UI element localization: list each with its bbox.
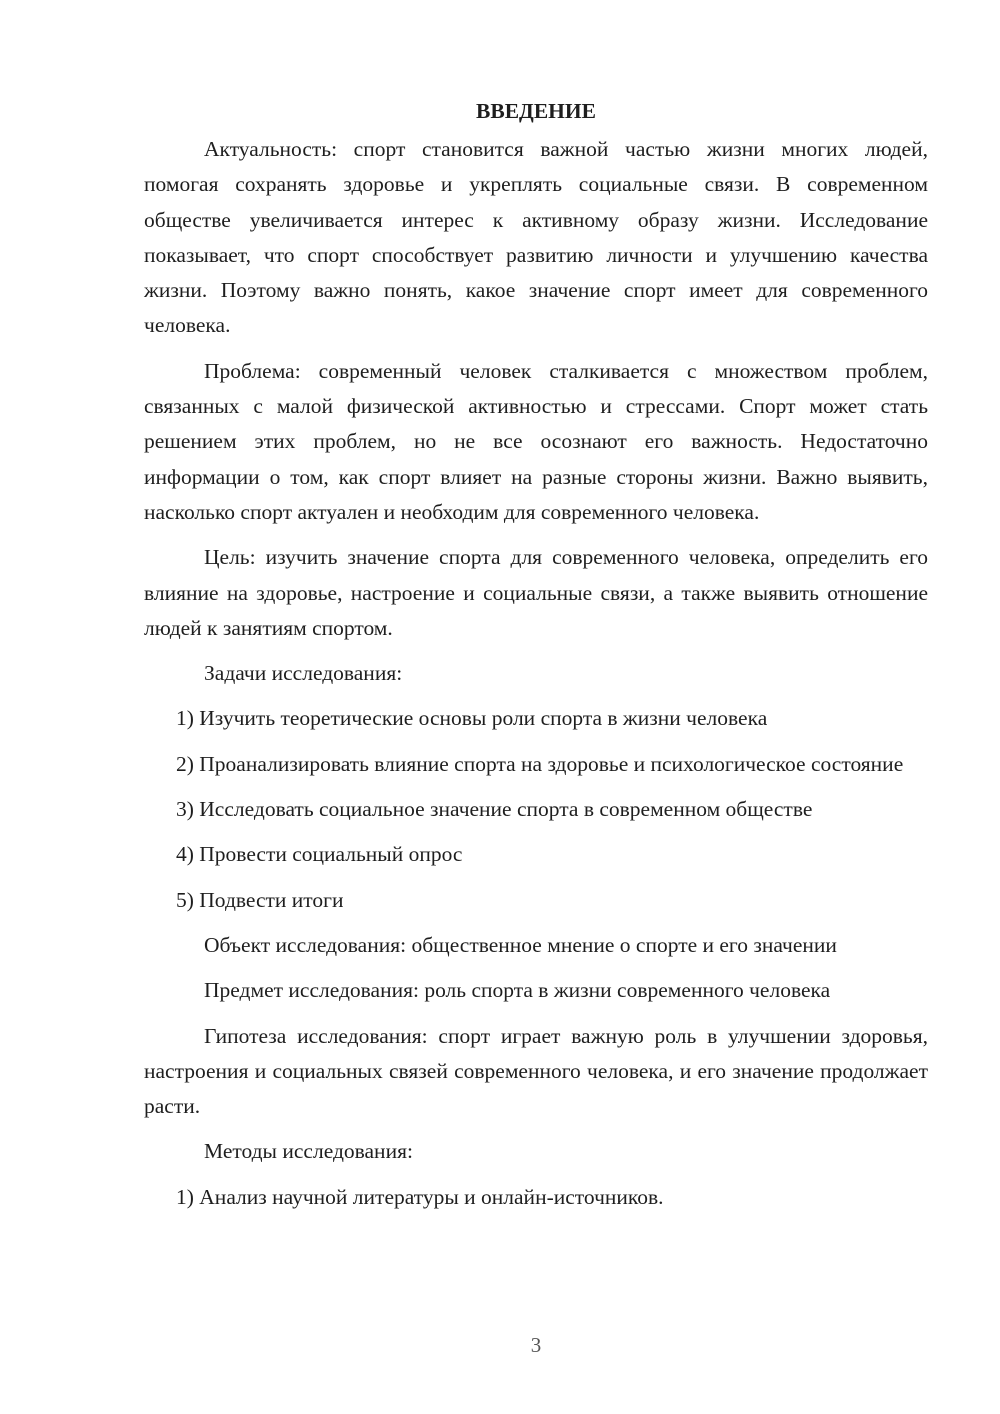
page-title: ВВЕДЕНИЕ: [476, 99, 596, 123]
hypothesis-paragraph: Гипотеза исследования: спорт играет важную роль в улучшении здоровья, настроения и социальных связей современного человека, и его значение продолжает расти.: [144, 1023, 928, 1119]
task-item-1: 1) Изучить теоретические основы роли спорта в жизни человека: [176, 706, 768, 731]
goal-paragraph: Цель: изучить значение спорта для современного человека, определить его влияние на здоровье, настроение и социальные связи, а также выявить отношение людей к занятиям спортом.: [144, 545, 928, 640]
research-subject: Предмет исследования: роль спорта в жизни современного человека: [204, 978, 831, 1003]
problem-paragraph: Проблема: современный человек сталкивается с множеством проблем, связанных с малой физической активностью и стрессами. Спорт может стать решением этих проблем, но не все осознают его важность. Недостаточно информации о том, как спорт влияет на разные стороны жизни. Важно выявить, насколько спорт актуален и необходим для современного человека.: [144, 358, 928, 524]
research-object: Объект исследования: общественное мнение о спорте и его значении: [204, 932, 837, 957]
methods-heading: Методы исследования:: [204, 1139, 413, 1164]
document-page: [144, 96, 928, 1225]
page-number: 3: [530, 1333, 542, 1357]
task-item-2: 2) Проанализировать влияние спорта на здоровье и психологическое состояние: [176, 751, 904, 776]
tasks-heading: Задачи исследования:: [204, 661, 403, 686]
relevance-paragraph: Актуальность: спорт становится важной частью жизни многих людей, помогая сохранять здоровье и укреплять социальные связи. В современном обществе увеличивается интерес к активному образу жизни. Исследование показывает, что спорт способствует развитию личности и улучшению качества жизни. Поэтому важно понять, какое значение спорт имеет для современного человека.: [144, 137, 928, 338]
task-item-5: 5) Подвести итоги: [176, 887, 344, 912]
task-item-3: 3) Исследовать социальное значение спорта в современном обществе: [176, 797, 813, 822]
method-item-1: 1) Анализ научной литературы и онлайн-источников.: [176, 1184, 664, 1209]
task-item-4: 4) Провести социальный опрос: [176, 842, 463, 867]
